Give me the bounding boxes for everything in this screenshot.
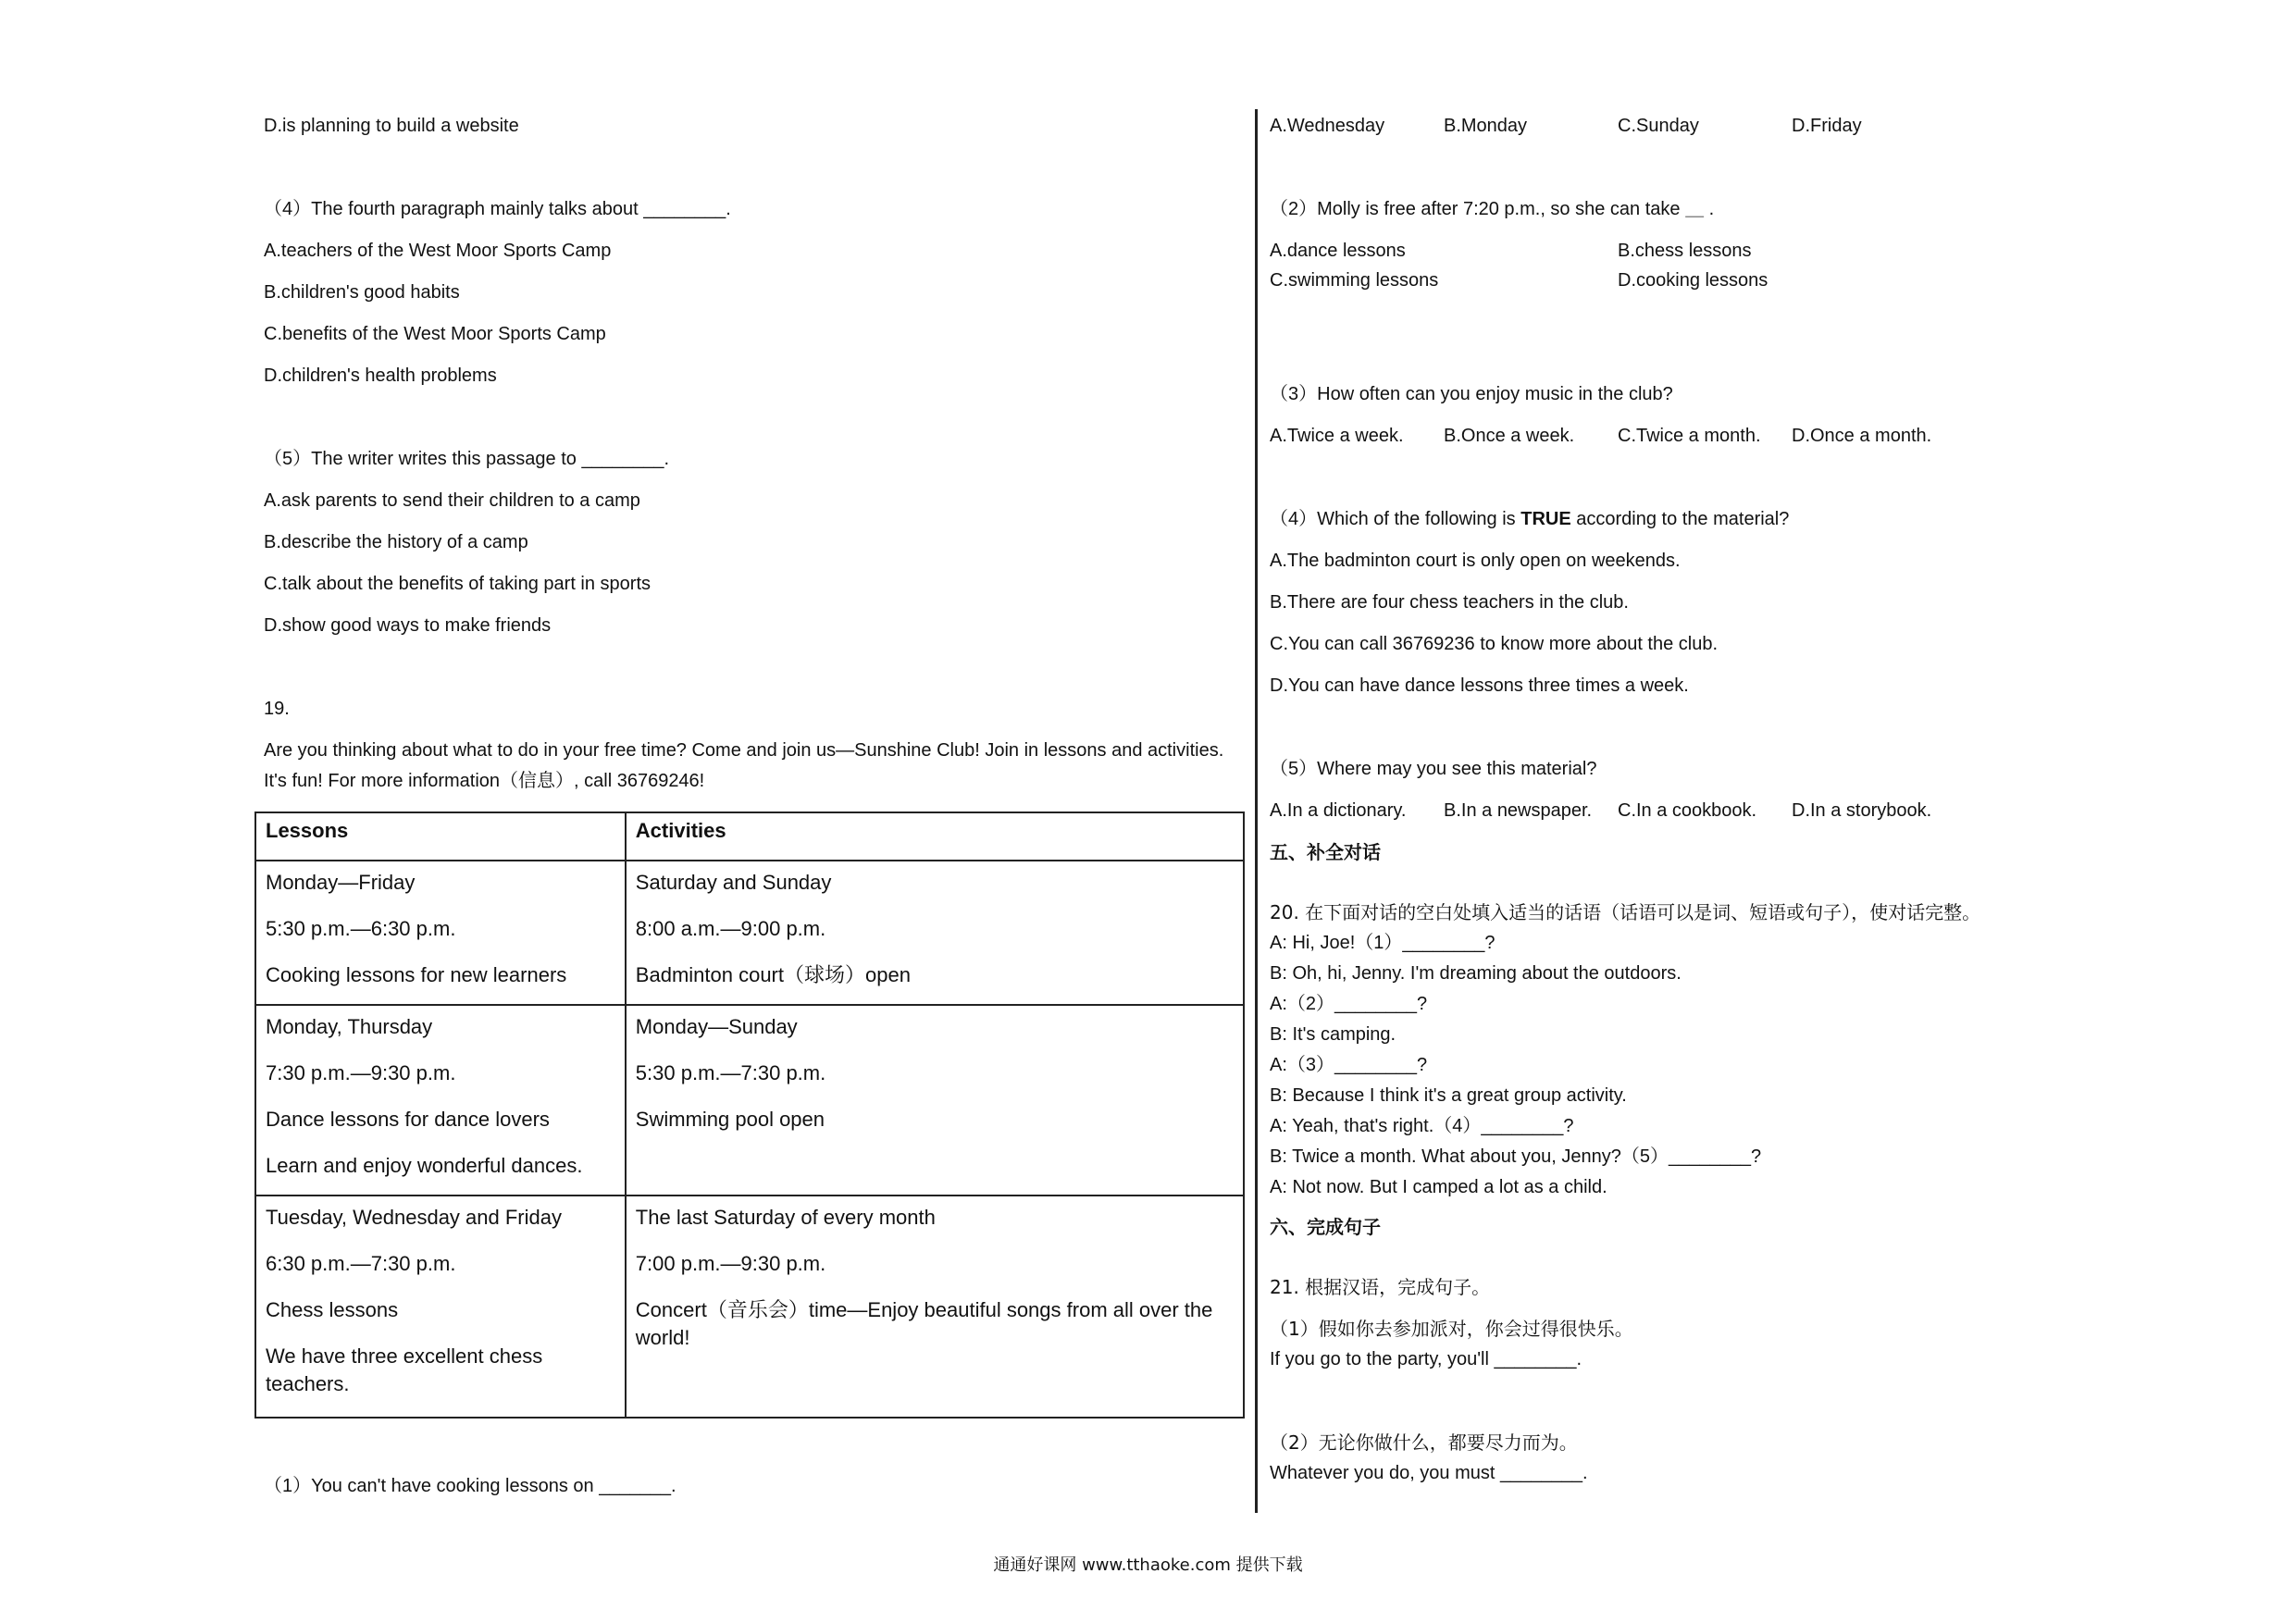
cell-line: 5:30 p.m.—7:30 p.m. <box>635 1061 826 1084</box>
q21-2-chinese: （2）无论你做什么，都要尽力而为。 <box>1270 1431 1578 1454</box>
table-header-row <box>255 812 1244 861</box>
table-row <box>255 861 1244 1005</box>
q21-instruction: 21. 根据汉语，完成句子。 <box>1270 1276 1491 1298</box>
q19-4-question-bold: TRUE <box>1520 509 1571 529</box>
q18-4-question: （4）The fourth paragraph mainly talks about ________. <box>264 199 731 219</box>
cell-line: Swimming pool open <box>635 1108 825 1131</box>
dialogue-line: B: Twice a month. What about you, Jenny?（5）________? <box>1270 1146 1762 1167</box>
table-cell <box>255 1196 626 1418</box>
q18-5-option-b: B.describe the history of a camp <box>264 532 528 552</box>
dialogue-line: A: Yeah, that's right.（4）________? <box>1270 1116 1574 1136</box>
q19-1-option-a: A.Wednesday <box>1270 116 1385 136</box>
table-row <box>255 1005 1244 1196</box>
q19-3-option-a: A.Twice a week. <box>1270 426 1404 446</box>
q18-5-option-c: C.talk about the benefits of taking part in sports <box>264 574 652 594</box>
cell-line: Monday—Friday <box>266 871 416 894</box>
q20-instruction: 20. 在下面对话的空白处填入适当的话语（话语可以是词、短语或句子），使对话完整。 <box>1270 901 1981 923</box>
q19-number: 19. <box>264 699 290 719</box>
q18-4-option-d: D.children's health problems <box>264 365 497 386</box>
dialogue-line: A:（2）________? <box>1270 994 1428 1014</box>
section-5-title: 五、补全对话 <box>1270 841 1381 863</box>
page-footer: 通通好课网 www.tthaoke.com 提供下载 <box>993 1555 1303 1575</box>
cell-line: 7:00 p.m.—9:30 p.m. <box>635 1252 826 1275</box>
table-row <box>255 1196 1244 1418</box>
section-6-title: 六、完成句子 <box>1270 1216 1381 1238</box>
dialogue-line: A: Hi, Joe!（1）________? <box>1270 933 1496 953</box>
dialogue-line: A:（3）________? <box>1270 1055 1428 1075</box>
table-header-lessons: Lessons <box>255 812 626 861</box>
q19-5-option-b: B.In a newspaper. <box>1444 800 1593 821</box>
q19-2-question: （2）Molly is free after 7:20 p.m., so she can take ＿ . <box>1270 199 1715 219</box>
q21-1-english: If you go to the party, you'll ________. <box>1270 1349 1582 1369</box>
q19-1-question: （1）You can't have cooking lessons on _______. <box>264 1476 676 1496</box>
q18-4-option-a: A.teachers of the West Moor Sports Camp <box>264 241 612 261</box>
q18-option-d: D.is planning to build a website <box>264 116 519 136</box>
q19-1-option-d: D.Friday <box>1792 116 1862 136</box>
cell-line: Learn and enjoy wonderful dances. <box>266 1154 583 1177</box>
table-cell <box>626 861 1244 1005</box>
q19-1-option-b: B.Monday <box>1444 116 1528 136</box>
dialogue-line: A: Not now. But I camped a lot as a child. <box>1270 1177 1607 1197</box>
q19-5-option-d: D.In a storybook. <box>1792 800 1932 821</box>
q18-4-option-c: C.benefits of the West Moor Sports Camp <box>264 324 606 344</box>
q19-4-option-b: B.There are four chess teachers in the club. <box>1270 592 1629 613</box>
cell-line: Dance lessons for dance lovers <box>266 1108 550 1131</box>
q19-5-option-a: A.In a dictionary. <box>1270 800 1407 821</box>
q19-3-option-c: C.Twice a month. <box>1618 426 1761 446</box>
q18-4-option-b: B.children's good habits <box>264 282 460 303</box>
q21-1-chinese: （1）假如你去参加派对，你会过得很快乐。 <box>1270 1318 1633 1340</box>
table-header-activities: Activities <box>626 812 1244 861</box>
cell-line: 6:30 p.m.—7:30 p.m. <box>266 1252 456 1275</box>
q19-2-option-b: B.chess lessons <box>1618 241 1752 261</box>
cell-line: The last Saturday of every month <box>635 1206 936 1229</box>
cell-line: Monday—Sunday <box>635 1015 798 1038</box>
table-cell <box>626 1196 1244 1418</box>
q19-4-option-c: C.You can call 36769236 to know more about the club. <box>1270 634 1719 654</box>
q18-5-option-a: A.ask parents to send their children to a camp <box>264 490 640 511</box>
cell-line: Saturday and Sunday <box>635 871 832 894</box>
cell-line: We have three excellent chess teachers. <box>266 1344 543 1395</box>
table-cell <box>255 1005 626 1196</box>
q19-4-question-post: according to the material? <box>1570 509 1790 529</box>
schedule-table <box>254 812 1245 1419</box>
q19-intro-line-1: Are you thinking about what to do in your free time? Come and join us—Sunshine Club! Join in lessons and activities. <box>264 740 1224 761</box>
q19-2-option-a: A.dance lessons <box>1270 241 1406 261</box>
cell-line: 7:30 p.m.—9:30 p.m. <box>266 1061 456 1084</box>
q18-5-option-d: D.show good ways to make friends <box>264 615 552 636</box>
q18-5-question: （5）The writer writes this passage to ________. <box>264 449 669 469</box>
dialogue-line: B: Because I think it's a great group activity. <box>1270 1085 1627 1106</box>
cell-line: 5:30 p.m.—6:30 p.m. <box>266 917 456 940</box>
table-cell <box>255 861 626 1005</box>
q19-intro-line-2: It's fun! For more information（信息）, call 36769246! <box>264 771 705 791</box>
q19-5-question: （5）Where may you see this material? <box>1270 759 1597 779</box>
q19-4-question <box>1270 507 1789 531</box>
cell-line: Monday, Thursday <box>266 1015 433 1038</box>
q19-3-option-b: B.Once a week. <box>1444 426 1575 446</box>
q19-3-question: （3）How often can you enjoy music in the club? <box>1270 384 1673 404</box>
q19-3-option-d: D.Once a month. <box>1792 426 1932 446</box>
q19-1-option-c: C.Sunday <box>1618 116 1699 136</box>
cell-line: Concert（音乐会）time—Enjoy beautiful songs from all over the world! <box>635 1298 1213 1349</box>
q19-4-option-d: D.You can have dance lessons three times a week. <box>1270 675 1689 696</box>
dialogue-line: B: It's camping. <box>1270 1024 1396 1045</box>
cell-line: Badminton court（球场）open <box>635 963 911 986</box>
column-divider <box>1255 109 1258 1513</box>
q19-2-option-c: C.swimming lessons <box>1270 270 1439 291</box>
table-cell <box>626 1005 1244 1196</box>
cell-line: 8:00 a.m.—9:00 p.m. <box>635 917 826 940</box>
q19-5-option-c: C.In a cookbook. <box>1618 800 1757 821</box>
q21-2-english: Whatever you do, you must ________. <box>1270 1463 1588 1483</box>
cell-line: Cooking lessons for new learners <box>266 963 567 986</box>
q19-4-question-pre: （4）Which of the following is <box>1270 509 1521 529</box>
cell-line: Chess lessons <box>266 1298 399 1321</box>
cell-line: Tuesday, Wednesday and Friday <box>266 1206 562 1229</box>
q19-2-option-d: D.cooking lessons <box>1618 270 1769 291</box>
dialogue-line: B: Oh, hi, Jenny. I'm dreaming about the outdoors. <box>1270 963 1682 984</box>
q19-4-option-a: A.The badminton court is only open on weekends. <box>1270 551 1681 571</box>
